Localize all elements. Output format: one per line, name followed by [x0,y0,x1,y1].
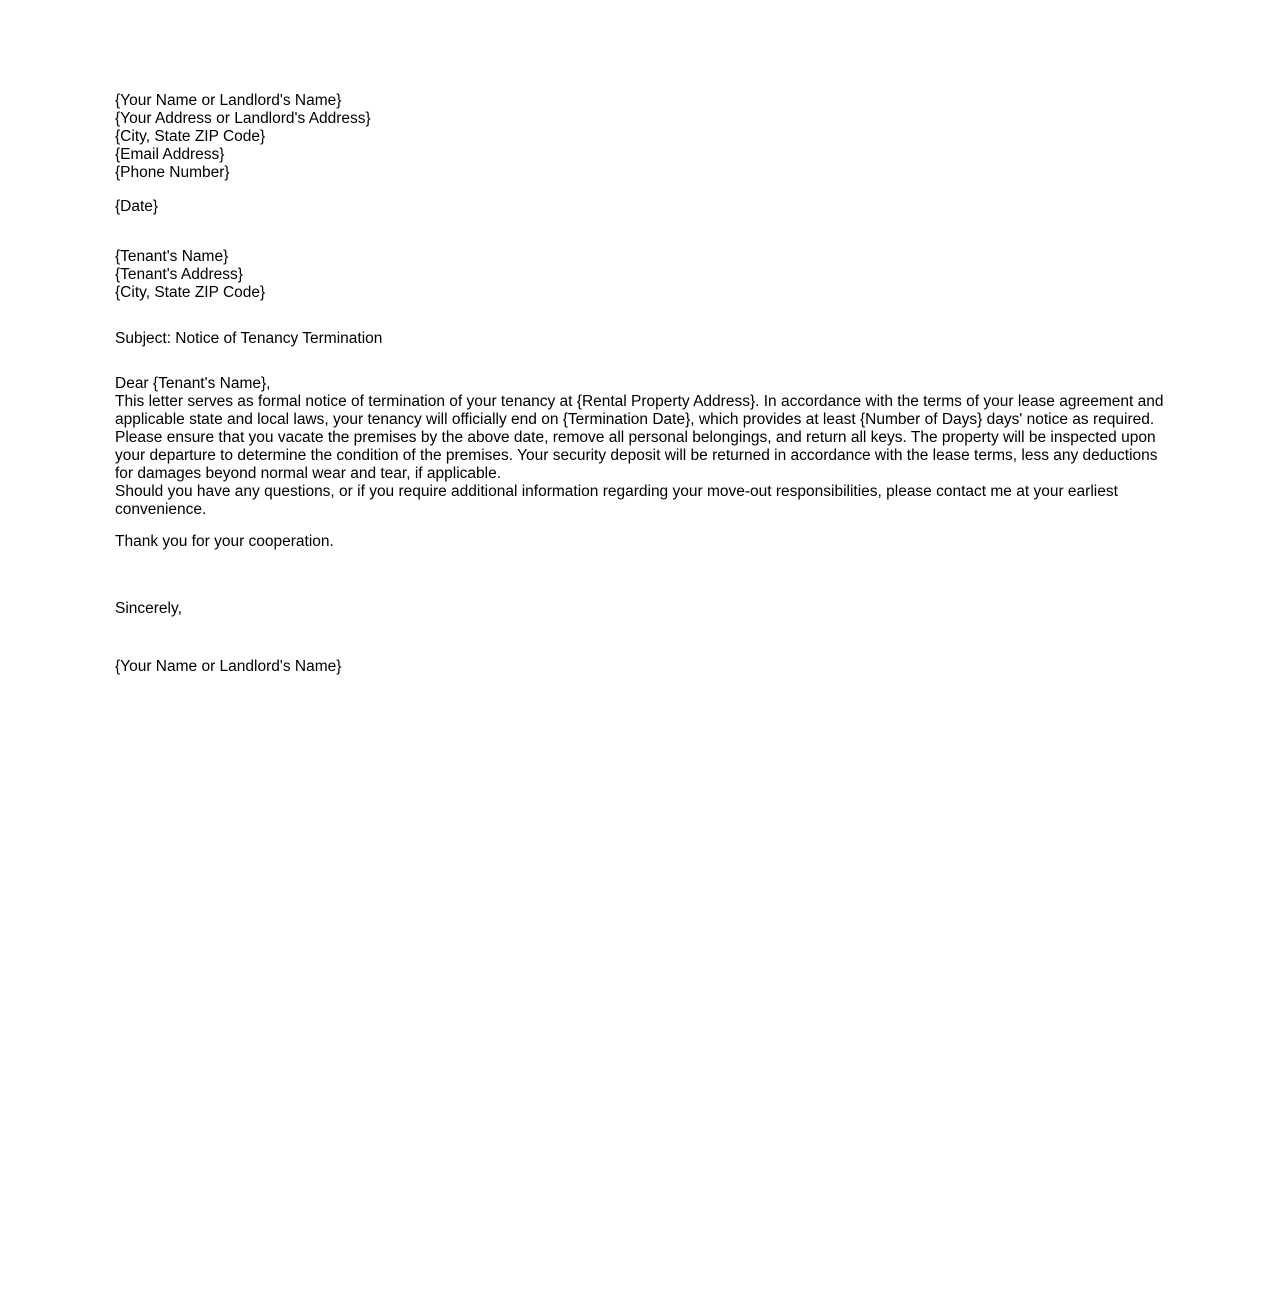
closing: Sincerely, [115,600,182,617]
recipient-block [115,248,1165,302]
sender-city-state-zip: {City, State ZIP Code} [115,128,266,145]
sender-block [115,92,1165,182]
sender-phone: {Phone Number} [115,164,230,181]
recipient-city-state-zip: {City, State ZIP Code} [115,284,266,301]
salutation: Dear {Tenant's Name}, [115,375,271,392]
body-paragraph-questions: Should you have any questions, or if you require additional information regarding your move-out responsibilities, please contact me at your earliest convenience. [115,483,1118,518]
letter-date: {Date} [115,198,159,215]
sender-address: {Your Address or Landlord's Address} [115,110,371,127]
sender-email: {Email Address} [115,146,225,163]
recipient-name: {Tenant's Name} [115,248,229,265]
sender-name: {Your Name or Landlord's Name} [115,92,342,109]
letter-document [0,0,1165,676]
subject-line: Subject: Notice of Tenancy Termination [115,330,383,347]
body-paragraph-termination-notice: This letter serves as formal notice of termination of your tenancy at {Rental Property Address}. In accordance with the terms of your lease agreement and applicable state and local laws, your tenancy will officially end on {Termination Date}, which provides at least {Number of Days} days' notice as required. [115,393,1164,428]
signature-name: {Your Name or Landlord's Name} [115,658,342,675]
body-paragraph-vacate-instructions: Please ensure that you vacate the premises by the above date, remove all personal belongings, and return all keys. The property will be inspected upon your departure to determine the condition of the premises. Your security deposit will be returned in accordance with the lease terms, less any deductions for damages beyond normal wear and tear, if applicable. [115,429,1158,482]
thanks-line: Thank you for your cooperation. [115,533,334,550]
recipient-address: {Tenant's Address} [115,266,243,283]
